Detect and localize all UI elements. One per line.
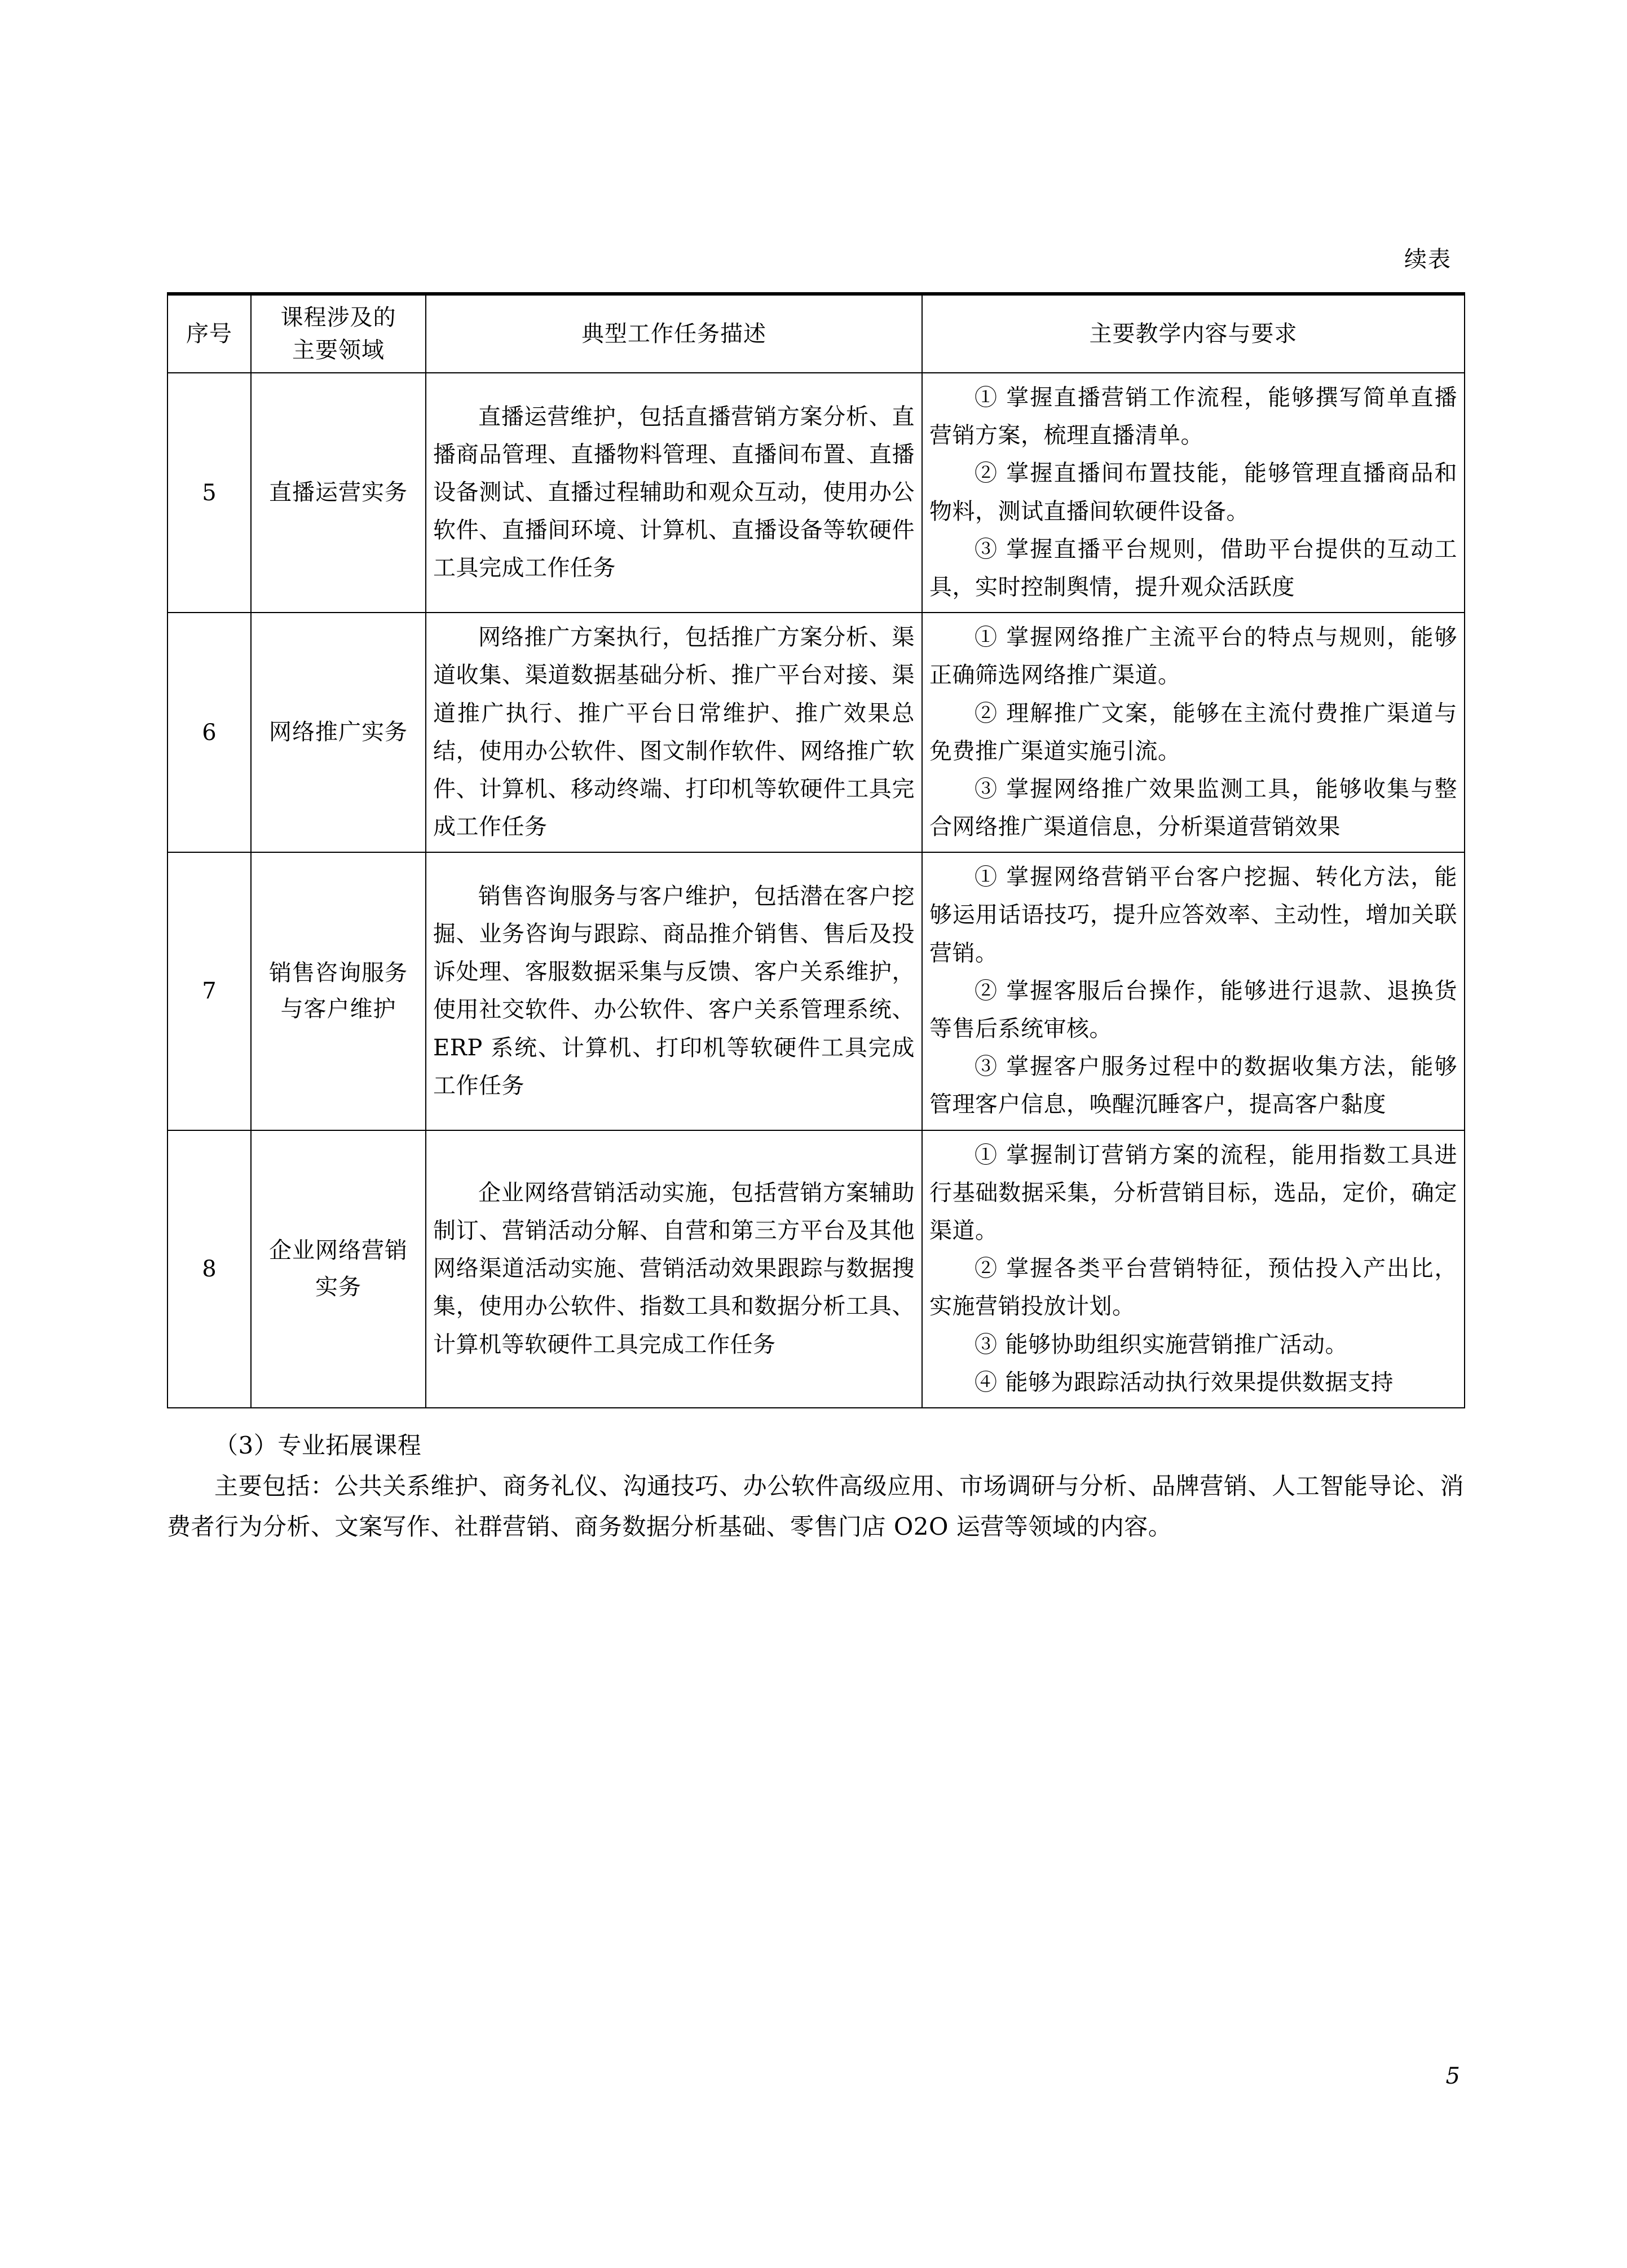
column-header-no: 序号 xyxy=(167,294,251,373)
row-domain-line1: 企业网络营销 xyxy=(269,1237,408,1263)
column-header-domain xyxy=(251,294,426,373)
column-header-task: 典型工作任务描述 xyxy=(426,294,922,373)
section-paragraph: 主要包括：公共关系维护、商务礼仪、沟通技巧、办公软件高级应用、市场调研与分析、品牌营销、人工智能导论、消费者行为分析、文案写作、社群营销、商务数据分析基础、零售门店 O2O 运营等领域的内容。 xyxy=(167,1472,1464,1541)
course-table xyxy=(167,292,1465,1408)
task-paragraph: 销售咨询服务与客户维护，包括潜在客户挖掘、业务咨询与跟踪、商品推介销售、售后及投诉处理、客服数据采集与反馈、客户关系维护，使用社交软件、办公软件、客户关系管理系统、ERP 系统、计算机、打印机等软硬件工具完成工作任务 xyxy=(433,883,915,1099)
column-header-domain-line1: 课程涉及的 xyxy=(280,305,396,331)
row-domain-line2: 与客户维护 xyxy=(280,996,396,1023)
requirement-marker: ③ xyxy=(975,1054,999,1080)
table-row xyxy=(167,1130,1465,1408)
requirement-text: 掌握网络营销平台客户挖掘、转化方法，能够运用话语技巧，提升应答效率、主动性，增加关联营销。 xyxy=(929,864,1458,966)
row-task-description xyxy=(426,613,922,852)
requirement-item xyxy=(929,972,1457,1048)
requirement-text: 掌握直播平台规则，借助平台提供的互动工具，实时控制舆情，提升观众活跃度 xyxy=(929,536,1458,600)
requirement-text: 掌握各类平台营销特征，预估投入产出比，实施营销投放计划。 xyxy=(929,1256,1458,1320)
row-domain xyxy=(251,852,426,1130)
requirement-item xyxy=(929,1137,1457,1250)
row-domain: 直播运营实务 xyxy=(251,373,426,613)
column-header-teaching: 主要教学内容与要求 xyxy=(922,294,1465,373)
requirement-text: 掌握网络推广主流平台的特点与规则，能够正确筛选网络推广渠道。 xyxy=(929,624,1458,689)
continued-table-label: 续表 xyxy=(1404,246,1452,272)
requirement-marker: ③ xyxy=(975,1331,998,1358)
column-header-domain-line2: 主要领域 xyxy=(292,337,385,363)
requirement-item xyxy=(929,1048,1457,1124)
table-row xyxy=(167,373,1465,613)
table-row xyxy=(167,613,1465,852)
requirement-text: 掌握制订营销方案的流程，能用指数工具进行基础数据采集，分析营销目标，选品，定价，确定渠道。 xyxy=(929,1142,1458,1244)
requirement-item xyxy=(929,695,1457,770)
requirement-text: 掌握直播营销工作流程，能够撰写简单直播营销方案，梳理直播清单。 xyxy=(929,385,1458,449)
requirement-text: 掌握客服后台操作，能够进行退款、退换货等售后系统审核。 xyxy=(929,977,1458,1042)
table-header-row xyxy=(167,294,1465,373)
section-heading: （3）专业拓展课程 xyxy=(214,1431,422,1459)
row-number: 7 xyxy=(167,852,251,1130)
task-paragraph: 企业网络营销活动实施，包括营销方案辅助制订、营销活动分解、自营和第三方平台及其他网络渠道活动实施、营销活动效果跟踪与数据搜集，使用办公软件、指数工具和数据分析工具、计算机等软硬件工具完成工作任务 xyxy=(433,1179,915,1358)
requirement-item xyxy=(929,858,1457,972)
requirement-text: 理解推广文案，能够在主流付费推广渠道与免费推广渠道实施引流。 xyxy=(929,700,1458,764)
row-number: 6 xyxy=(167,613,251,852)
page-content xyxy=(167,0,1464,1548)
row-number: 5 xyxy=(167,373,251,613)
requirement-item xyxy=(929,1326,1457,1364)
requirement-text: 掌握客户服务过程中的数据收集方法，能够管理客户信息，唤醒沉睡客户，提高客户黏度 xyxy=(929,1054,1458,1118)
task-paragraph: 网络推广方案执行，包括推广方案分析、渠道收集、渠道数据基础分析、推广平台对接、渠道推广执行、推广平台日常维护、推广效果总结，使用办公软件、图文制作软件、网络推广软件、计算机、移动终端、打印机等软硬件工具完成工作任务 xyxy=(433,624,915,840)
requirement-text: 掌握网络推广效果监测工具，能够收集与整合网络推广渠道信息，分析渠道营销效果 xyxy=(929,776,1458,840)
requirement-marker: ② xyxy=(975,460,999,487)
body-text-block xyxy=(167,1425,1464,1548)
requirement-marker: ② xyxy=(975,1256,999,1282)
requirement-text: 掌握直播间布置技能，能够管理直播商品和物料，测试直播间软硬件设备。 xyxy=(929,460,1458,525)
requirement-marker: ① xyxy=(975,624,999,651)
row-teaching-requirements xyxy=(922,852,1465,1130)
row-teaching-requirements xyxy=(922,1130,1465,1408)
row-teaching-requirements xyxy=(922,613,1465,852)
requirement-marker: ① xyxy=(975,864,999,891)
row-task-description xyxy=(426,373,922,613)
row-task-description xyxy=(426,852,922,1130)
row-domain: 网络推广实务 xyxy=(251,613,426,852)
row-teaching-requirements xyxy=(922,373,1465,613)
requirement-marker: ② xyxy=(975,977,999,1004)
row-domain-line2: 实务 xyxy=(315,1274,361,1300)
requirement-marker: ③ xyxy=(975,776,999,802)
requirement-item xyxy=(929,770,1457,846)
row-domain-line1: 销售咨询服务 xyxy=(269,959,408,986)
row-domain xyxy=(251,1130,426,1408)
row-number: 8 xyxy=(167,1130,251,1408)
task-paragraph: 直播运营维护，包括直播营销方案分析、直播商品管理、直播物料管理、直播间布置、直播设备测试、直播过程辅助和观众互动，使用办公软件、直播间环境、计算机、直播设备等软硬件工具完成工作任务 xyxy=(433,403,915,582)
requirement-marker: ② xyxy=(975,700,999,726)
requirement-marker: ① xyxy=(975,385,999,411)
requirement-item xyxy=(929,619,1457,694)
row-task-description xyxy=(426,1130,922,1408)
requirement-item xyxy=(929,1250,1457,1325)
requirement-text: 能够协助组织实施营销推广活动。 xyxy=(1005,1331,1348,1358)
page-number: 5 xyxy=(1445,2063,1460,2089)
requirement-item xyxy=(929,379,1457,455)
requirement-item xyxy=(929,531,1457,606)
requirement-item xyxy=(929,1364,1457,1402)
requirement-text: 能够为跟踪活动执行效果提供数据支持 xyxy=(1005,1369,1394,1395)
requirement-item xyxy=(929,455,1457,530)
requirement-marker: ④ xyxy=(975,1369,998,1395)
requirement-marker: ③ xyxy=(975,536,999,562)
requirement-marker: ① xyxy=(975,1142,999,1168)
table-row xyxy=(167,852,1465,1130)
